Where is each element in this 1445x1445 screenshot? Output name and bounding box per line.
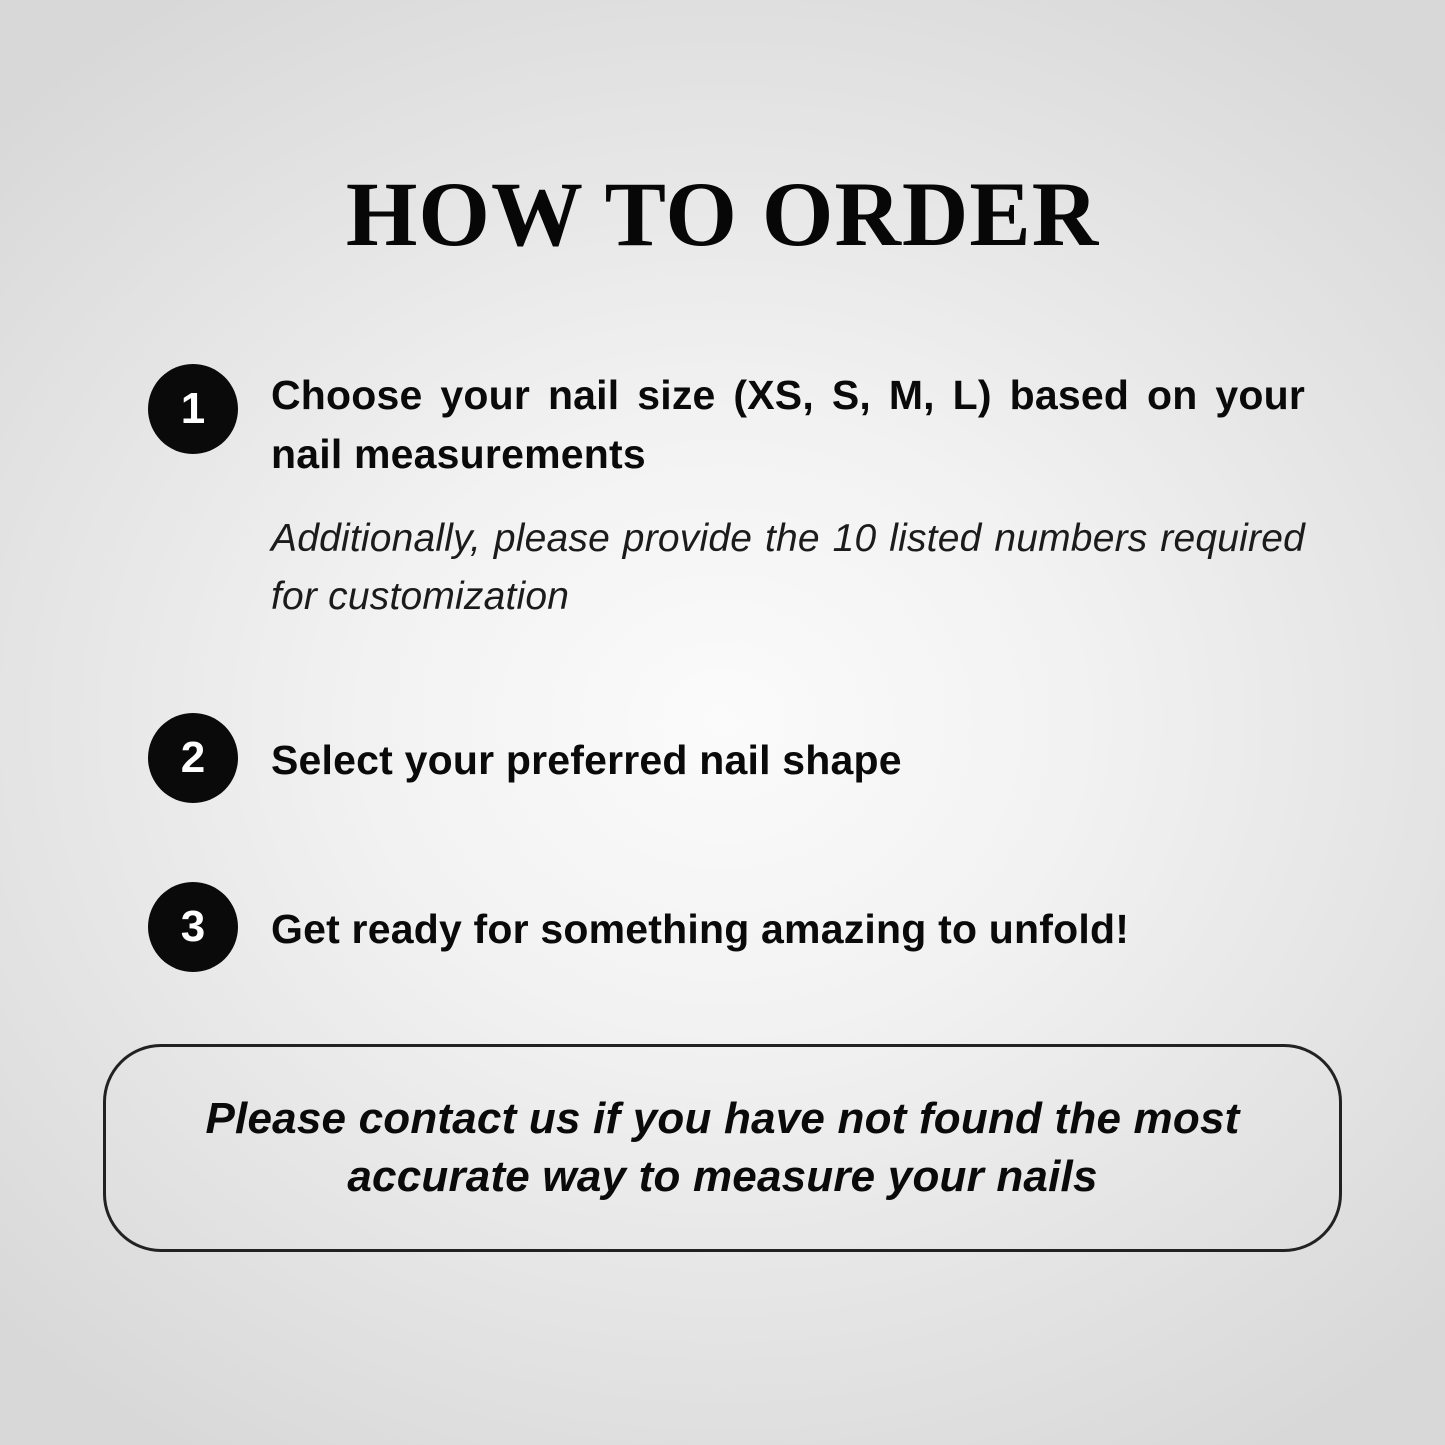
step-number-badge: 1 — [148, 364, 238, 454]
step-number-badge: 2 — [148, 713, 238, 803]
step-content — [271, 362, 1305, 627]
list-item — [148, 880, 1305, 972]
step-number-badge: 3 — [148, 882, 238, 972]
page-title: HOW TO ORDER — [345, 163, 1100, 265]
steps-list — [0, 362, 1445, 972]
step-title: Choose your nail size (XS, S, M, L) based on your nail measurements — [271, 372, 1305, 478]
step-title: Get ready for something amazing to unfold! — [271, 905, 1130, 952]
step-content — [271, 711, 1305, 790]
step-note: Additionally, please provide the 10 listed numbers required for customization — [271, 516, 1305, 619]
list-item — [148, 362, 1305, 627]
step-content — [271, 880, 1305, 959]
contact-callout — [103, 1044, 1342, 1252]
contact-callout-text: Please contact us if you have not found the most accurate way to measure your nails — [205, 1093, 1240, 1201]
step-title: Select your preferred nail shape — [271, 736, 902, 783]
list-item — [148, 711, 1305, 803]
